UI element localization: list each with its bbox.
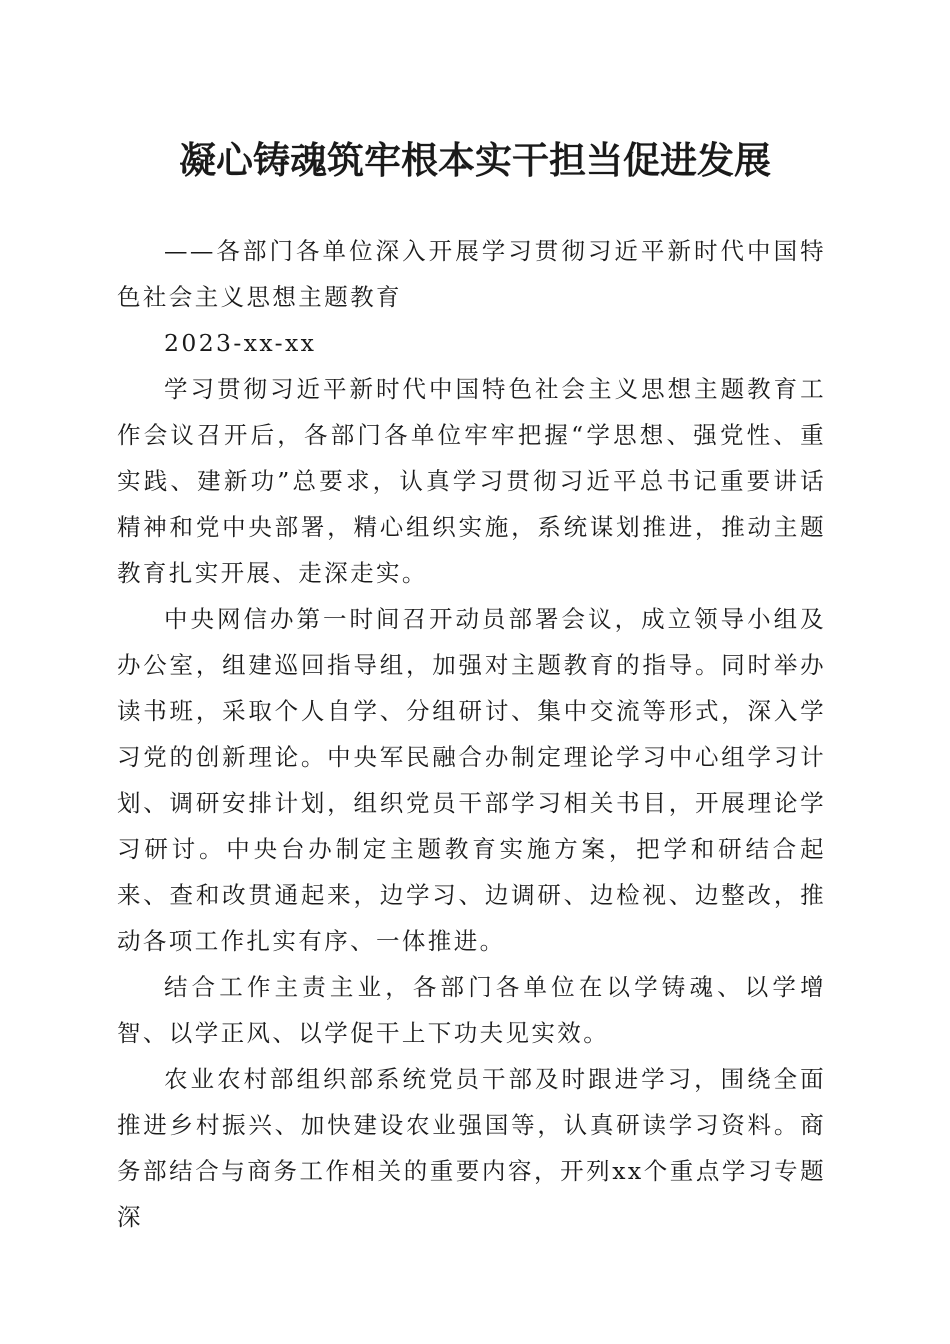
document-body <box>117 228 826 1240</box>
document-date: 2023-xx-xx <box>164 329 317 357</box>
paragraph: 中央网信办第一时间召开动员部署会议，成立领导小组及办公室，组建巡回指导组，加强对主题教育的指导。同时举办读书班，采取个人自学、分组研讨、集中交流等形式，深入学习党的创新理论。中央军民融合办制定理论学习中心组学习计划、调研安排计划，组织党员干部学习相关书目，开展理论学习研讨。中央台办制定主题教育实施方案，把学和研结合起来、查和改贯通起来，边学习、边调研、边检视、边整改，推动各项工作扎实有序、一体推进。 <box>117 605 826 955</box>
paragraph: 农业农村部组织部系统党员干部及时跟进学习，围绕全面推进乡村振兴、加快建设农业强国等，认真研读学习资料。商务部结合与商务工作相关的重要内容，开列xx个重点学习专题深 <box>117 1065 826 1231</box>
paragraph: 学习贯彻习近平新时代中国特色社会主义思想主题教育工作会议召开后，各部门各单位牢牢把握“学思想、强党性、重实践、建新功”总要求，认真学习贯彻习近平总书记重要讲话精神和党中央部署，精心组织实施，系统谋划推进，推动主题教育扎实开展、走深走实。 <box>117 375 826 587</box>
document-title: 凝心铸魂筑牢根本实干担当促进发展 <box>179 138 771 182</box>
paragraph: 结合工作主责主业，各部门各单位在以学铸魂、以学增智、以学正风、以学促干上下功夫见实效。 <box>117 973 826 1047</box>
document-subtitle: ——各部门各单位深入开展学习贯彻习近平新时代中国特色社会主义思想主题教育 <box>117 237 826 311</box>
